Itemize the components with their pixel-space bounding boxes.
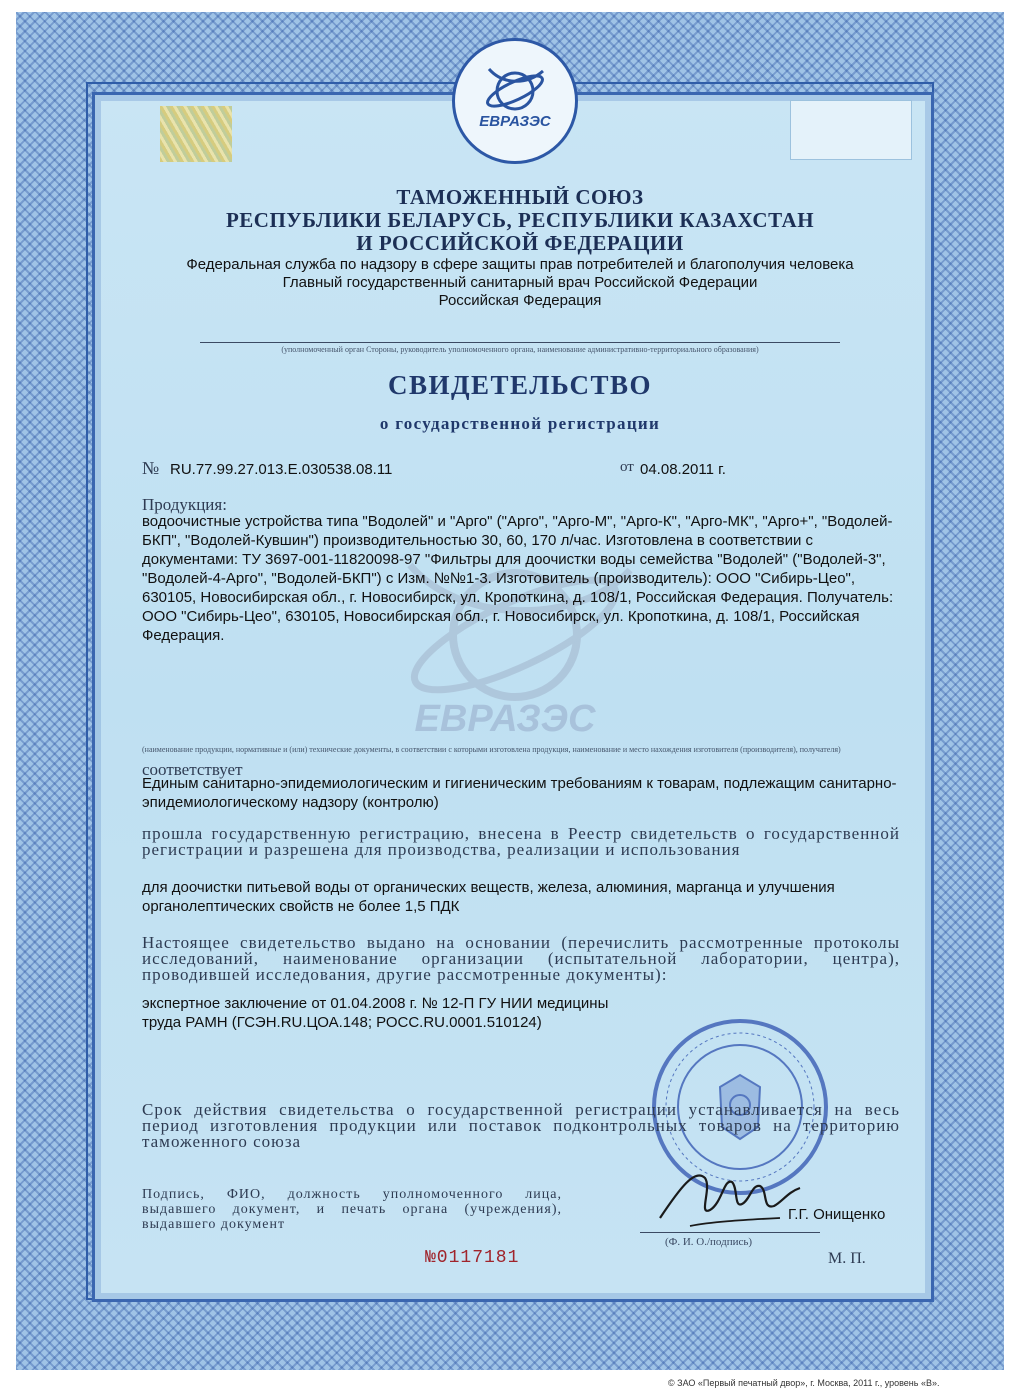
watermark-label: ЕВРАЗЭС [414, 698, 596, 740]
validity-statement: Срок действия свидетельства о государственной регистрации устанавливается на весь период изготовления продукции или поставок подконтрольных товаров на территорию таможенного союза [142, 1100, 900, 1151]
conformity-label: соответствует [142, 760, 243, 779]
document-subtitle: о государственной регистрации [379, 414, 661, 433]
union-title-line2: РЕСПУБЛИКИ БЕЛАРУСЬ, РЕСПУБЛИКИ КАЗАХСТАН [225, 208, 815, 232]
union-title-line1: ТАМОЖЕННЫЙ СОЮЗ [396, 185, 644, 209]
usage-text: для доочистки питьевой воды от органических веществ, железа, алюминия, марганца и улучшения органолептических свойств не более 1,5 ПДК [142, 879, 835, 915]
hologram-sticker [160, 106, 232, 162]
authority-line1: Федеральная служба по надзору в сфере защиты прав потребителей и благополучия человека [186, 256, 854, 273]
emblem-label: ЕВРАЗЭС [479, 113, 551, 130]
registry-statement: прошла государственную регистрацию, внесена в Реестр свидетельств о государственной регистрации и разрешена для производства, реализации и использования [142, 824, 900, 859]
printer-imprint: © ЗАО «Первый печатный двор», г. Москва, 2011 г., уровень «В». [668, 1378, 940, 1388]
handwritten-signature-icon [650, 1148, 810, 1238]
stamp-place-label: М. П. [828, 1250, 866, 1267]
authority-caption: (уполномоченный орган Стороны, руководитель уполномоченного органа, наименование административно-территориального образования) [281, 345, 759, 354]
registration-number: RU.77.99.27.013.Е.030538.08.11 [170, 461, 393, 478]
registration-date: 04.08.2011 г. [640, 461, 726, 478]
document-title: СВИДЕТЕЛЬСТВО [387, 370, 653, 400]
product-description: водоочистные устройства типа "Водолей" и "Арго" ("Арго", "Арго-М", "Арго-К", "Арго-МК", "Арго+", "Водолей-БКП", "Водолей-Кувшин") производительностью 30, 60, 170 л/час. Изготовлена в соответствии с документами: ТУ 3697-001-11820098-97 "Фильтры для доочистки воды семейства "Водолей" ("Водолей-3", "Водолей-4-Арго", "Водолей-БКП") с Изм. №№1-3. Изготовитель (производитель): ООО "Сибирь-Цео", 630105, Новосибирская обл., г. Новосибирск, ул. Кропоткина, д. 108/1, Российская Федерация. Получатель: ООО "Сибирь-Цео", 630105, Новосибирская обл., г. Новосибирск, ул. Кропоткина, д. 108/1, Российская Федерация. [142, 513, 894, 644]
form-number: №0117181 [425, 1248, 520, 1268]
eurasec-emblem [452, 38, 578, 164]
divider [200, 342, 840, 343]
signature-line [640, 1232, 820, 1233]
signature-name-caption: (Ф. И. О./подпись) [665, 1236, 753, 1248]
signature-caption: Подпись, ФИО, должность уполномоченного лица, выдавшего документ, и печать органа (учреждения), выдавшего документ [142, 1187, 562, 1232]
basis-text: экспертное заключение от 01.04.2008 г. № 12-П ГУ НИИ медицины труда РАМН (ГСЭН.RU.ЦОА.148; РОСС.RU.0001.510124) [142, 995, 609, 1031]
date-label: от [620, 459, 634, 475]
globe-icon [455, 41, 575, 161]
product-label: Продукция: [142, 495, 227, 514]
conformity-text: Единым санитарно-эпидемиологическим и гигиеническим требованиям к товарам, подлежащим санитарно-эпидемиологическому надзору (контролю) [142, 775, 897, 811]
union-title-line3: И РОССИЙСКОЙ ФЕДЕРАЦИИ [356, 231, 684, 255]
number-label: № [142, 458, 160, 478]
blank-corner-box [790, 100, 912, 160]
basis-statement: Настоящее свидетельство выдано на основании (перечислить рассмотренные протоколы исследований, наименование организации (испытательной лаборатории, центра), проводившей исследования, другие рассмотренные документы): [142, 933, 900, 984]
authority-line2: Главный государственный санитарный врач Российской Федерации [282, 274, 758, 291]
signatory-name: Г.Г. Онищенко [788, 1206, 886, 1223]
product-caption: (наименование продукции, нормативные и (или) технические документы, в соответствии с которыми изготовлена продукция, наименование и место нахождения изготовителя (производителя), получателя) [142, 745, 841, 754]
authority-line3: Российская Федерация [438, 292, 602, 309]
